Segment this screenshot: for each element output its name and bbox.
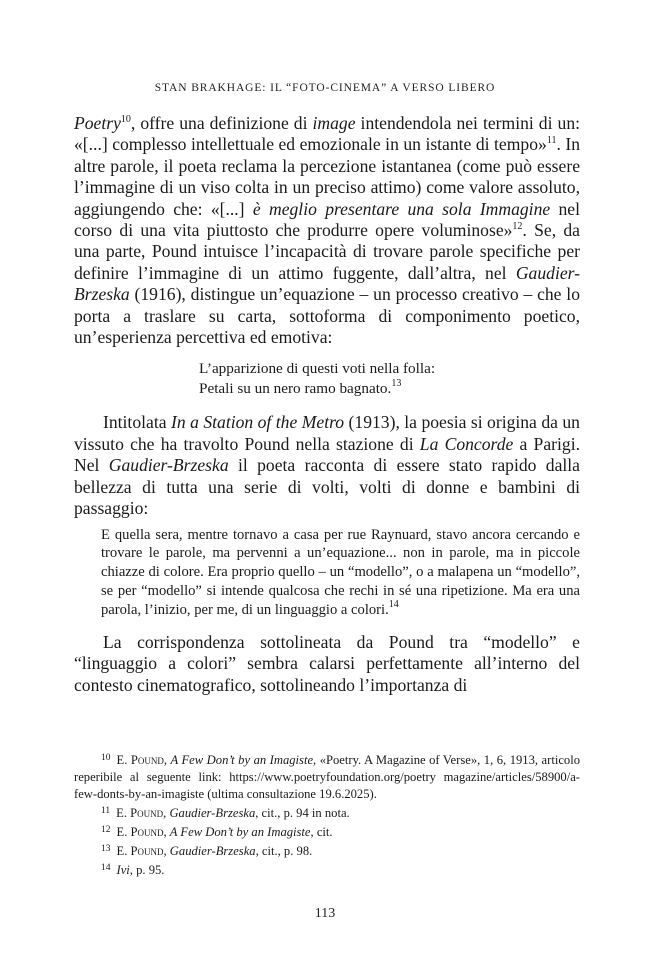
verse-line-1: L’apparizione di questi voti nella folla: — [199, 360, 436, 378]
footnote-11: $^{11}$ E. Pound, Gaudier-Brzeska, cit., p. 94 in nota. — [101, 806, 350, 820]
verse-line-2: Petali su un nero ramo bagnato.$^{13}$ — [199, 377, 402, 397]
footnote-14: $^{14}$ Ivi, p. 95. — [101, 863, 165, 877]
italic-place: La Concorde — [419, 433, 514, 454]
footnote-ref-13[interactable]: 13 — [391, 377, 402, 389]
footnote-12: $^{12}$ E. Pound, A Few Don’t by an Imagiste, cit. — [101, 825, 333, 839]
running-head: STAN BRAKHAGE: IL “FOTO-CINEMA” A VERSO LIBERO — [154, 82, 496, 94]
body-text — [74, 113, 580, 696]
paragraph-2: Intitolata In a Station of the Metro (1913), la poesia si origina da un vissuto che ha travolto Pound nella stazione di La Concorde a Parigi. Nel Gaudier-Brzeska il poeta racconta di essere stato rapido dalla bellezza di tutta una serie di volti, volti di donne e bambini di passaggio: — [74, 412, 580, 519]
italic-title: Gaudier-Brzeska — [108, 455, 229, 476]
italic-term: image — [312, 113, 356, 133]
block-quote: E quella sera, mentre tornavo a casa per rue Raynuard, stavo ancora cercando e trovare le parole, ma pervenni a un’equazione... non in parole, ma in piccole chiazze di colore. Era proprio quello – un “modello”, o a malapena un “modello”, se per “modello” si intende qualcosa che rechi in sé una ripetizione. Ma era una parola, l’inizio, per me, di un linguaggio a colori.$^{14}$ — [101, 526, 580, 619]
footnote-13: $^{13}$ E. Pound, Gaudier-Brzeska, cit., p. 98. — [101, 844, 313, 858]
verse-quote — [199, 359, 580, 398]
footnote-ref-12[interactable]: 12 — [512, 221, 523, 233]
footnotes — [74, 750, 580, 879]
paragraph-3: La corrispondenza sottolineata da Pound tra “modello” e “linguaggio a colori” sembra calarsi perfettamente all’interno del contesto cinematografico, sottolineando l’importanza di — [74, 632, 580, 695]
paragraph-1: Poetry$^{10}$, offre una definizione di image intendendola nei termini di un: «[...] complesso intellettuale ed emozionale in un istante di tempo»$^{11}$. In altre parole, il poeta reclama la percezione istantanea (come può essere l’immagine di un viso colta in un preciso attimo) come valore assoluto, aggiungendo che: «[...] è meglio presentare una sola Immagine nel corso di una vita piuttosto che produrre opere voluminose»$^{12}$. Se, da una parte, Pound intuisce l’incapacità di trovare parole specifiche per definire l’immagine di un attimo fuggente, dall’altra, nel Gaudier-Brzeska (1916), distingue un’equazione – un processo creativo – che lo porta a traslare su carta, sottoforma di componimento poetico, un’esperienza percettiva ed emotiva: — [74, 113, 581, 348]
footnote-ref-14[interactable]: 14 — [388, 599, 399, 611]
italic-quote: è meglio presentare una sola Immagine — [252, 198, 551, 219]
page-number: 113 — [314, 906, 336, 921]
footnote-10: $^{10}$ E. Pound, A Few Don’t by an Imagiste, «Poetry. A Magazine of Verse», 1, 6, 1913, articolo reperibile al seguente link: https://www.poetryfoundation.org/poetry magazine/articles/58900/a-few-donts-by-an-imagiste (ultima consultazione 19.6.2025). — [74, 753, 580, 801]
italic-title: Poetry — [74, 113, 121, 133]
footnote-ref-11[interactable]: 11 — [546, 135, 557, 147]
footnote-ref-10[interactable]: 10 — [120, 114, 131, 125]
italic-title: In a Station of the Metro — [170, 412, 345, 433]
italic-title: Gaudier-Brzeska — [74, 262, 580, 305]
